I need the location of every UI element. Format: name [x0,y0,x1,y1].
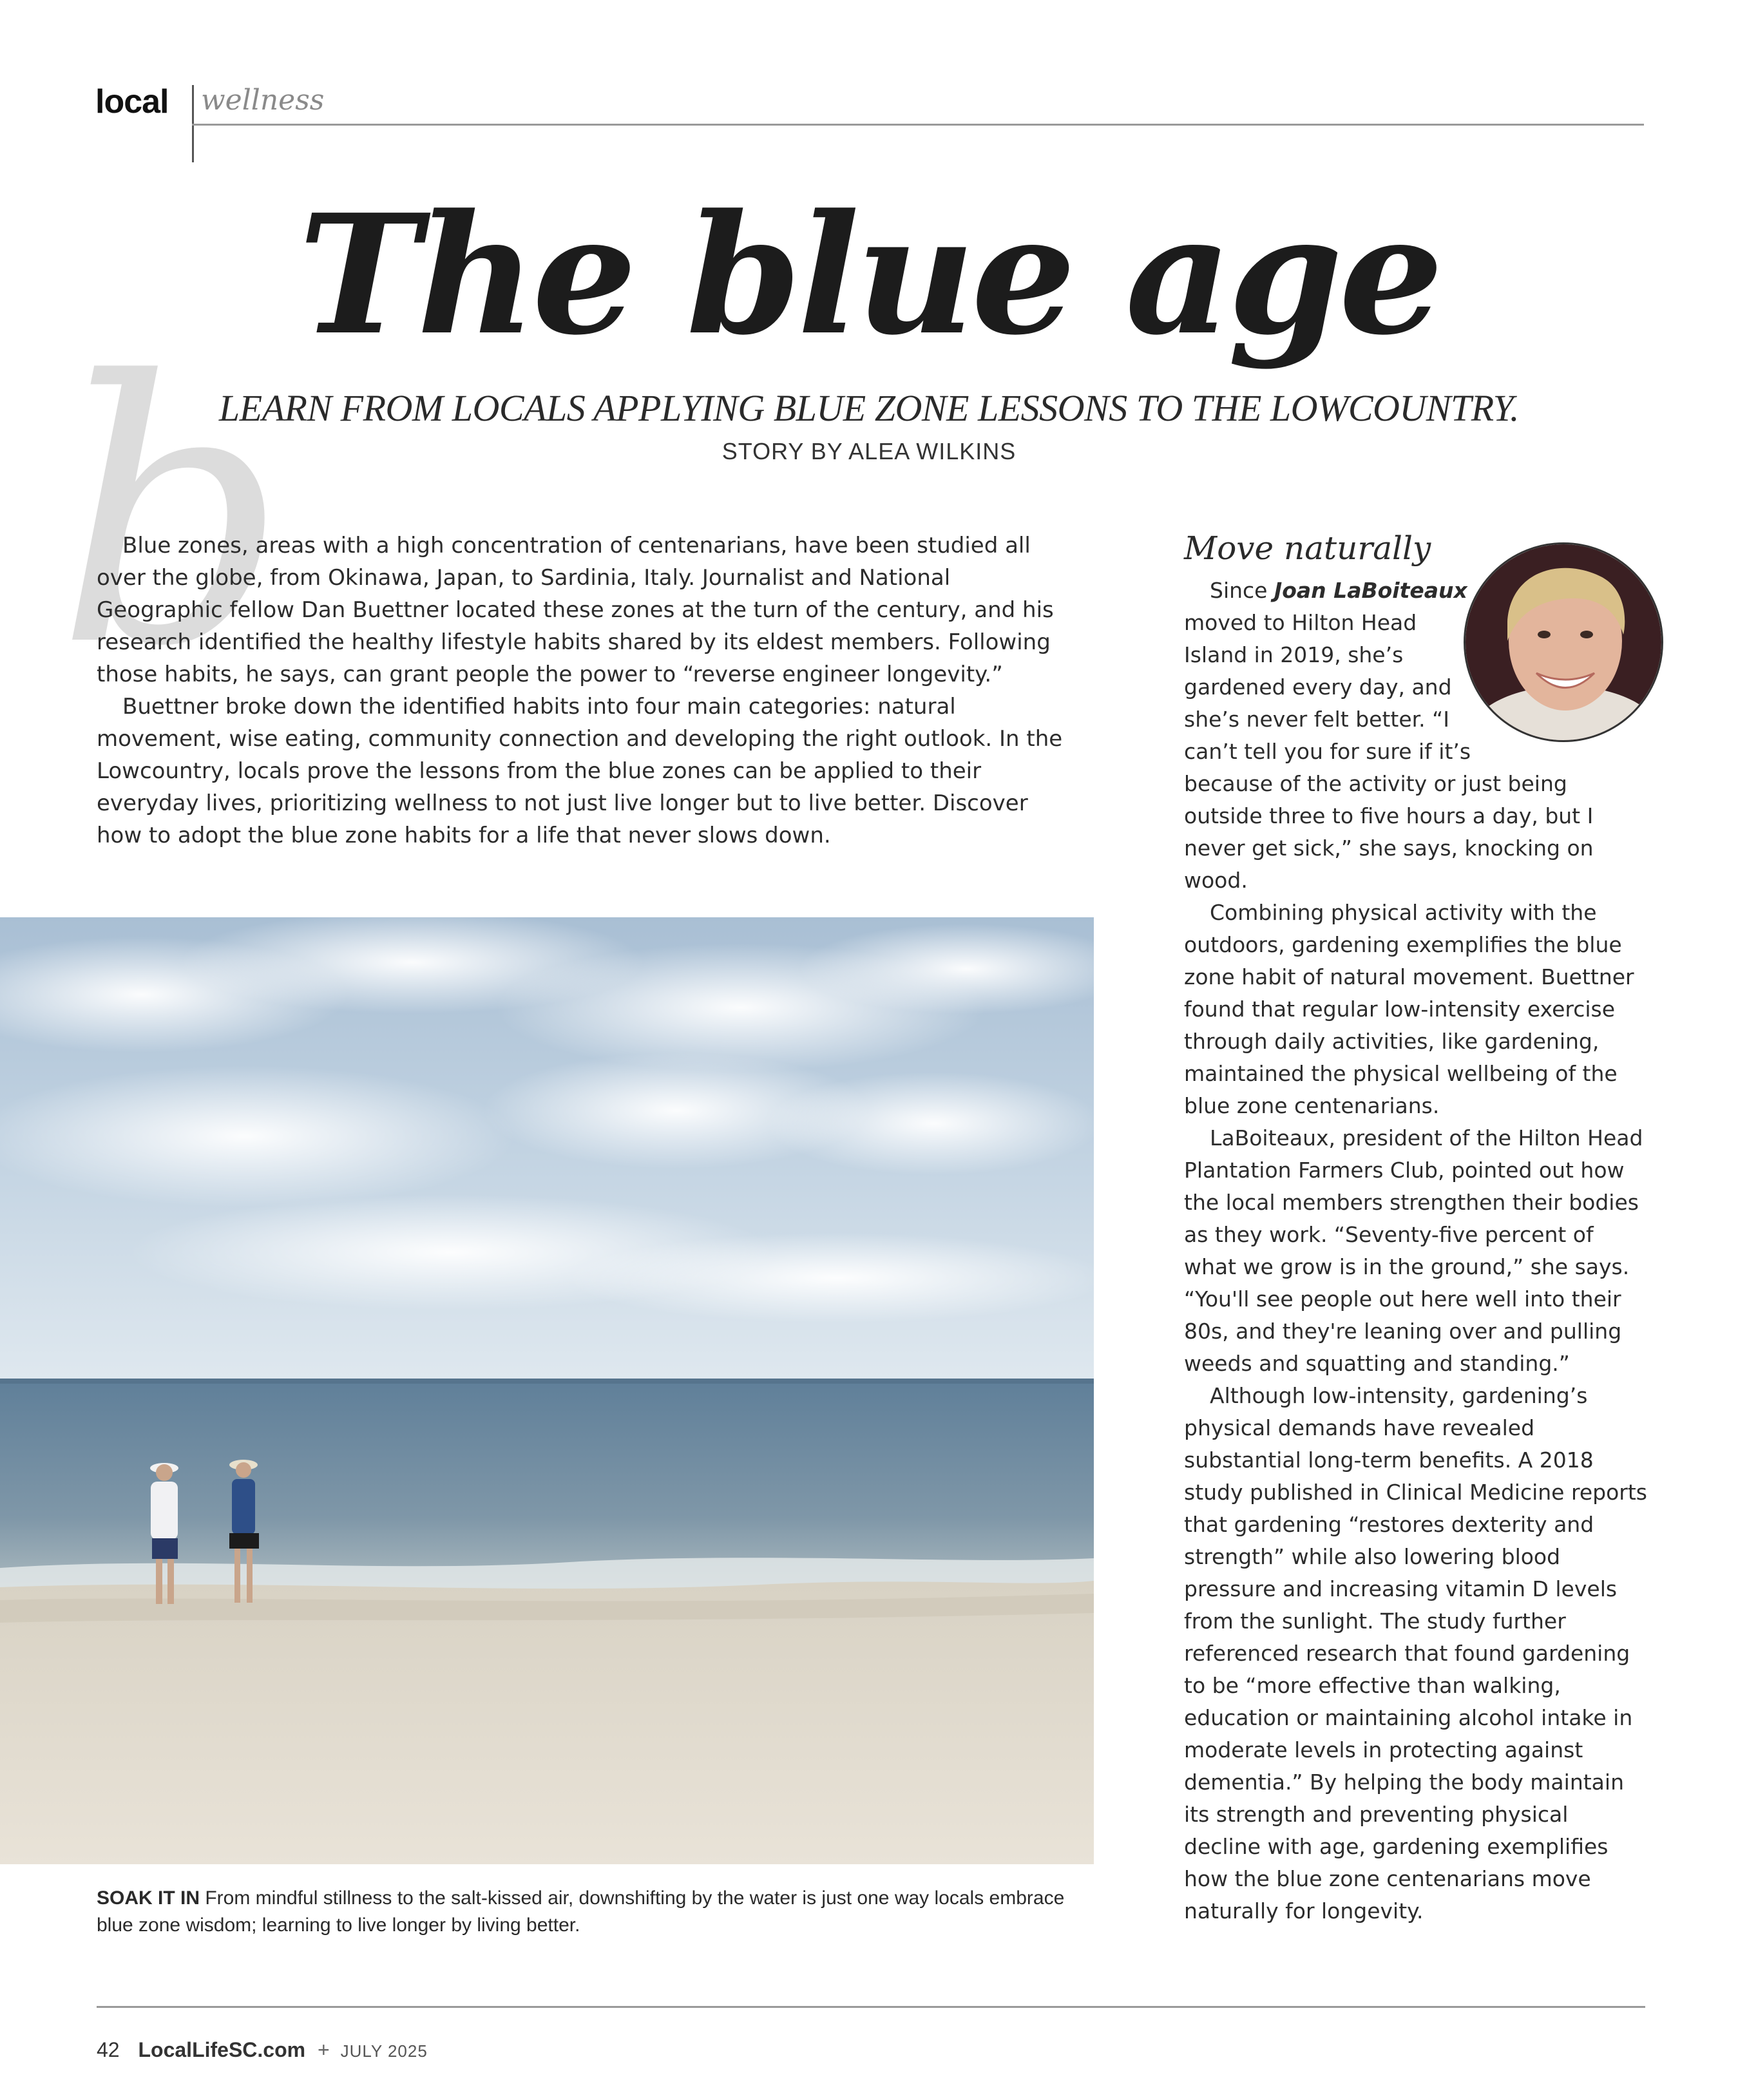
page-footer [97,2038,428,2062]
section-label: wellness [201,84,325,117]
page-number: 42 [97,2038,120,2061]
article-title: The blue age [298,179,1440,372]
portrait-image [1466,544,1663,742]
photo-caption [97,1885,1089,1939]
footer-rule [97,2006,1645,2008]
sidebar-heading: Move naturally [1184,530,1431,567]
sidebar-paragraph: Combining physical activity with the outdoors, gardening exemplifies the blue zone habit of natural movement. Buettner found that regular low-intensity exercise through daily activities, like gardening, maintained the physical wellbeing of the blue zone centenarians. [1184,900,1634,1118]
drop-letter: b [57,305,288,725]
sidebar-p1-post: moved to Hilton Head Island in 2019, she’s gardened every day, and she’s never felt better. “I can’t tell you for sure if it’s because of the activity or just being outside three to five hours a day, but I never get sick,” she says, knocking on wood. [1184,610,1594,893]
beach-scene-image [0,917,1094,1864]
brand-logo: local [95,83,169,120]
issue-date: JULY 2025 [340,2041,428,2061]
byline: STORY BY ALEA WILKINS [721,438,1017,464]
sidebar-p1-pre: Since [1210,578,1274,603]
intro-paragraph: Buettner broke down the identified habits into four main categories: natural movement, wise eating, community connection and developing the right outlook. In the Lowcountry, locals prove the lessons from the blue zones can be applied to their everyday lives, prioritizing wellness to not just live longer but to live better. Discover how to adopt the blue zone habits for a life that never slows down. [97,694,1063,848]
portrait-wrap [1464,542,1670,749]
footer-separator: + [317,2038,330,2061]
intro-text [97,530,1076,852]
portrait-photo [1464,542,1663,742]
article-dek: LEARN FROM LOCALS APPLYING BLUE ZONE LESSONS TO THE LOWCOUNTRY. [218,387,1520,429]
sidebar-column [1184,530,1648,1927]
caption-lead: SOAK IT IN [97,1887,200,1909]
beach-photo [0,917,1094,1864]
section-header [95,82,1644,162]
subject-name: Joan LaBoiteaux [1274,578,1467,603]
caption-text: From mindful stillness to the salt-kissed air, downshifting by the water is just one way locals embrace blue zone wisdom; learning to live longer by living better. [97,1887,1065,1936]
intro-paragraph: Blue zones, areas with a high concentration of centenarians, have been studied all over the globe, from Okinawa, Japan, to Sardinia, Italy. Journalist and National Geographic fellow Dan Buettner located these zones at the turn of the century, and his research identified the healthy lifestyle habits shared by its eldest members. Following those habits, he says, can grant people the power to “reverse engineer longevity.” [97,533,1054,687]
header-rule [192,124,1644,126]
sidebar-paragraph: Although low-intensity, gardening’s physical demands have revealed substantial long-term benefits. A 2018 study published in Clinical Medicine reports that gardening “restores dexterity and strength” while also lowering blood pressure and increasing vitamin D levels from the sunlight. The study further referenced research that found gardening to be “more effective than walking, education or maintaining alcohol intake in moderate levels in protecting against dementia.” By helping the body maintain its strength and preventing physical decline with age, gardening exemplifies how the blue zone centenarians move naturally for longevity. [1184,1383,1647,1923]
site-link[interactable]: LocalLifeSC.com [138,2038,306,2061]
sidebar-paragraph: LaBoiteaux, president of the Hilton Head Plantation Farmers Club, pointed out how the local members strengthen their bodies as they work. “Seventy-five percent of what we grow is in the ground,” she says. “You'll see people out here well into their 80s, and they're leaning over and pulling weeds and squatting and standing.” [1184,1125,1643,1376]
